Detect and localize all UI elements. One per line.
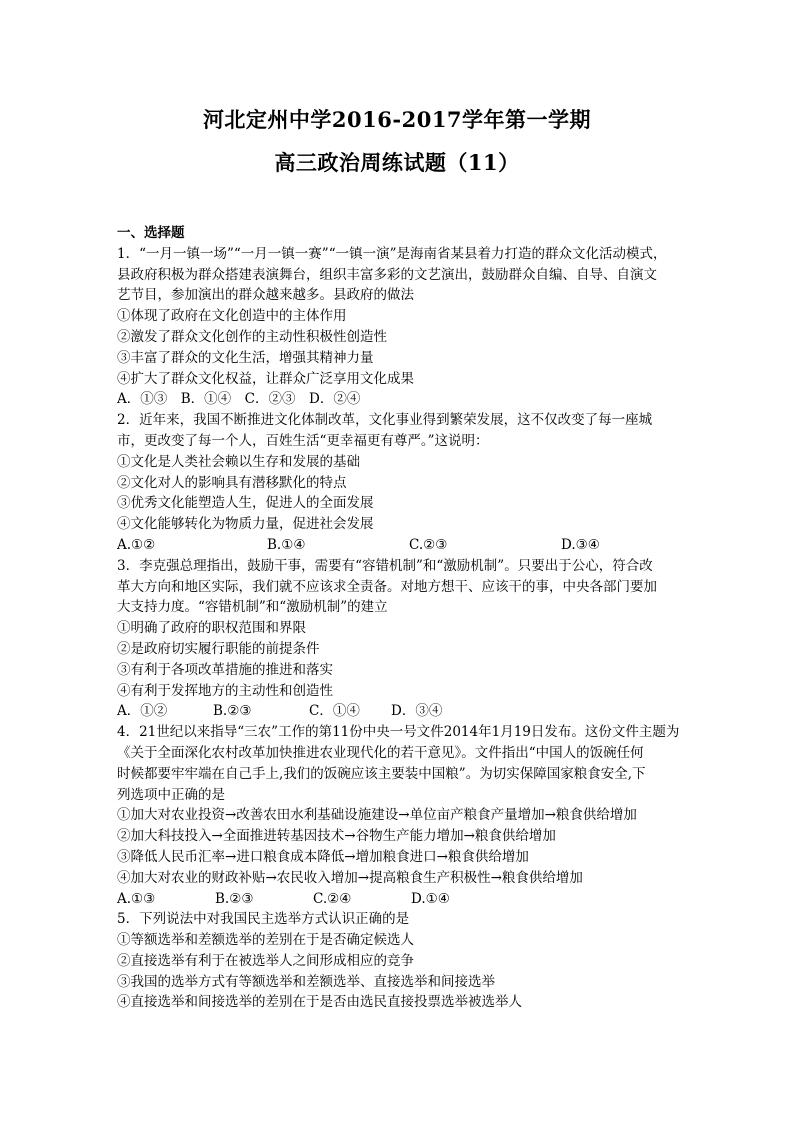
statement-item: ④文化能够转化为物质力量，促进社会发展 <box>117 516 374 533</box>
option-b: B.②③ <box>213 703 252 720</box>
question-stem-line: 《关于全面深化农村改革加快推进农业现代化的若干意见》。文件指出“中国人的饭碗任何 <box>117 744 644 761</box>
option-a: A．①② <box>117 703 168 720</box>
answer-options <box>117 889 683 910</box>
option-c: C．①④ <box>309 703 360 720</box>
statement-item: ③降低人民币汇率→进口粮食成本降低→增加粮食进口→粮食供给增加 <box>117 848 529 865</box>
statement-item: ②直接选举有利于在被选举人之间形成相应的竞争 <box>117 952 414 969</box>
question-stem-line: 5．下列说法中对我国民主选举方式认识正确的是 <box>117 911 410 928</box>
answer-options <box>117 535 683 556</box>
option-a: A.①② <box>117 536 156 553</box>
question-stem-line: 市，更改变了每一个人，百姓生活“更幸福更有尊严。”这说明： <box>117 432 489 449</box>
question-stem-line: 3．李克强总理指出，鼓励干事，需要有“容错机制”和“激励机制”。只要出于公心，符合改 <box>117 557 653 574</box>
question-4 <box>117 722 683 909</box>
answer-options <box>117 701 683 722</box>
question-1 <box>117 244 683 410</box>
section-heading: 一、选择题 <box>117 225 185 241</box>
question-stem-line: 县政府积极为群众搭建表演舞台，组织丰富多彩的文艺演出，鼓励群众自编、自导、自演文 <box>117 266 657 283</box>
statement-item: ②是政府切实履行职能的前提条件 <box>117 640 320 657</box>
document-subtitle: 高三政治周练试题（11） <box>274 150 520 175</box>
question-stem-line: 大支持力度。“容错机制”和“激励机制”的建立 <box>117 599 388 616</box>
statement-item: ④直接选举和间接选举的差别在于是否由选民直接投票选举被选举人 <box>117 994 522 1011</box>
question-stem-line: 4．21世纪以来指导“三农”工作的第11份中央一号文件2014年1月19日发布。这份文件主题为 <box>117 724 680 741</box>
statement-item: ④加大对农业的财政补贴→农民收入增加→提高粮食生产积极性→粮食供给增加 <box>117 869 583 886</box>
question-stem-line: 时候都要牢牢端在自己手上,我们的饭碗应该主要装中国粮”。为切实保障国家粮食安全,下 <box>117 765 646 782</box>
statement-item: ①等额选举和差额选举的差别在于是否确定候选人 <box>117 932 414 949</box>
option-a: A.①③ <box>117 890 156 907</box>
document-title: 河北定州中学2016-2017学年第一学期 <box>202 107 592 132</box>
option-c: C.②④ <box>313 890 352 907</box>
answer-options: A．①③ B．①④ C．②③ D．②④ <box>117 391 361 408</box>
question-stem-line: 2．近年来，我国不断推进文化体制改革，文化事业得到繁荣发展，这不仅改变了每一座城 <box>117 412 653 429</box>
question-3 <box>117 556 683 722</box>
option-d: D.③④ <box>561 536 600 553</box>
option-b: B.①④ <box>267 536 306 553</box>
statement-item: ②激发了群众文化创作的主动性积极性创造性 <box>117 328 387 345</box>
statement-item: ③我国的选举方式有等额选举和差额选举、直接选举和间接选举 <box>117 973 495 990</box>
question-stem-line: 列选项中正确的是 <box>117 786 225 803</box>
option-d: D.①④ <box>411 890 450 907</box>
question-stem-line: 革大方向和地区实际，我们就不应该求全责备。对地方想干、应该干的事，中央各部门要加 <box>117 578 657 595</box>
statement-item: ④有利于发挥地方的主动性和创造性 <box>117 682 333 699</box>
statement-item: ①文化是人类社会赖以生存和发展的基础 <box>117 453 360 470</box>
option-d: D．③④ <box>391 703 443 720</box>
question-2 <box>117 410 683 556</box>
question-body <box>117 223 683 1013</box>
statement-item: ③丰富了群众的文化生活，增强其精神力量 <box>117 349 374 366</box>
statement-item: ①明确了政府的职权范围和界限 <box>117 620 306 637</box>
question-stem-line: 艺节目，参加演出的群众越来越多。县政府的做法 <box>117 287 414 304</box>
statement-item: ②文化对人的影响具有潜移默化的特点 <box>117 474 347 491</box>
question-stem-line: 1．“一月一镇一场”“一月一镇一赛”“一镇一演”是海南省某县着力打造的群众文化活动模式， <box>117 245 667 262</box>
option-c: C.②③ <box>409 536 448 553</box>
option-b: B.②③ <box>215 890 254 907</box>
statement-item: ③有利于各项改革措施的推进和落实 <box>117 661 333 678</box>
statement-item: ③优秀文化能塑造人生，促进人的全面发展 <box>117 495 374 512</box>
statement-item: ①加大对农业投资→改善农田水利基础设施建设→单位亩产粮食产量增加→粮食供给增加 <box>117 807 637 824</box>
statement-item: ②加大科技投入→全面推进转基因技术→谷物生产能力增加→粮食供给增加 <box>117 828 556 845</box>
statement-item: ④扩大了群众文化权益，让群众广泛享用文化成果 <box>117 370 414 387</box>
question-5 <box>117 909 683 1013</box>
statement-item: ①体现了政府在文化创造中的主体作用 <box>117 308 347 325</box>
